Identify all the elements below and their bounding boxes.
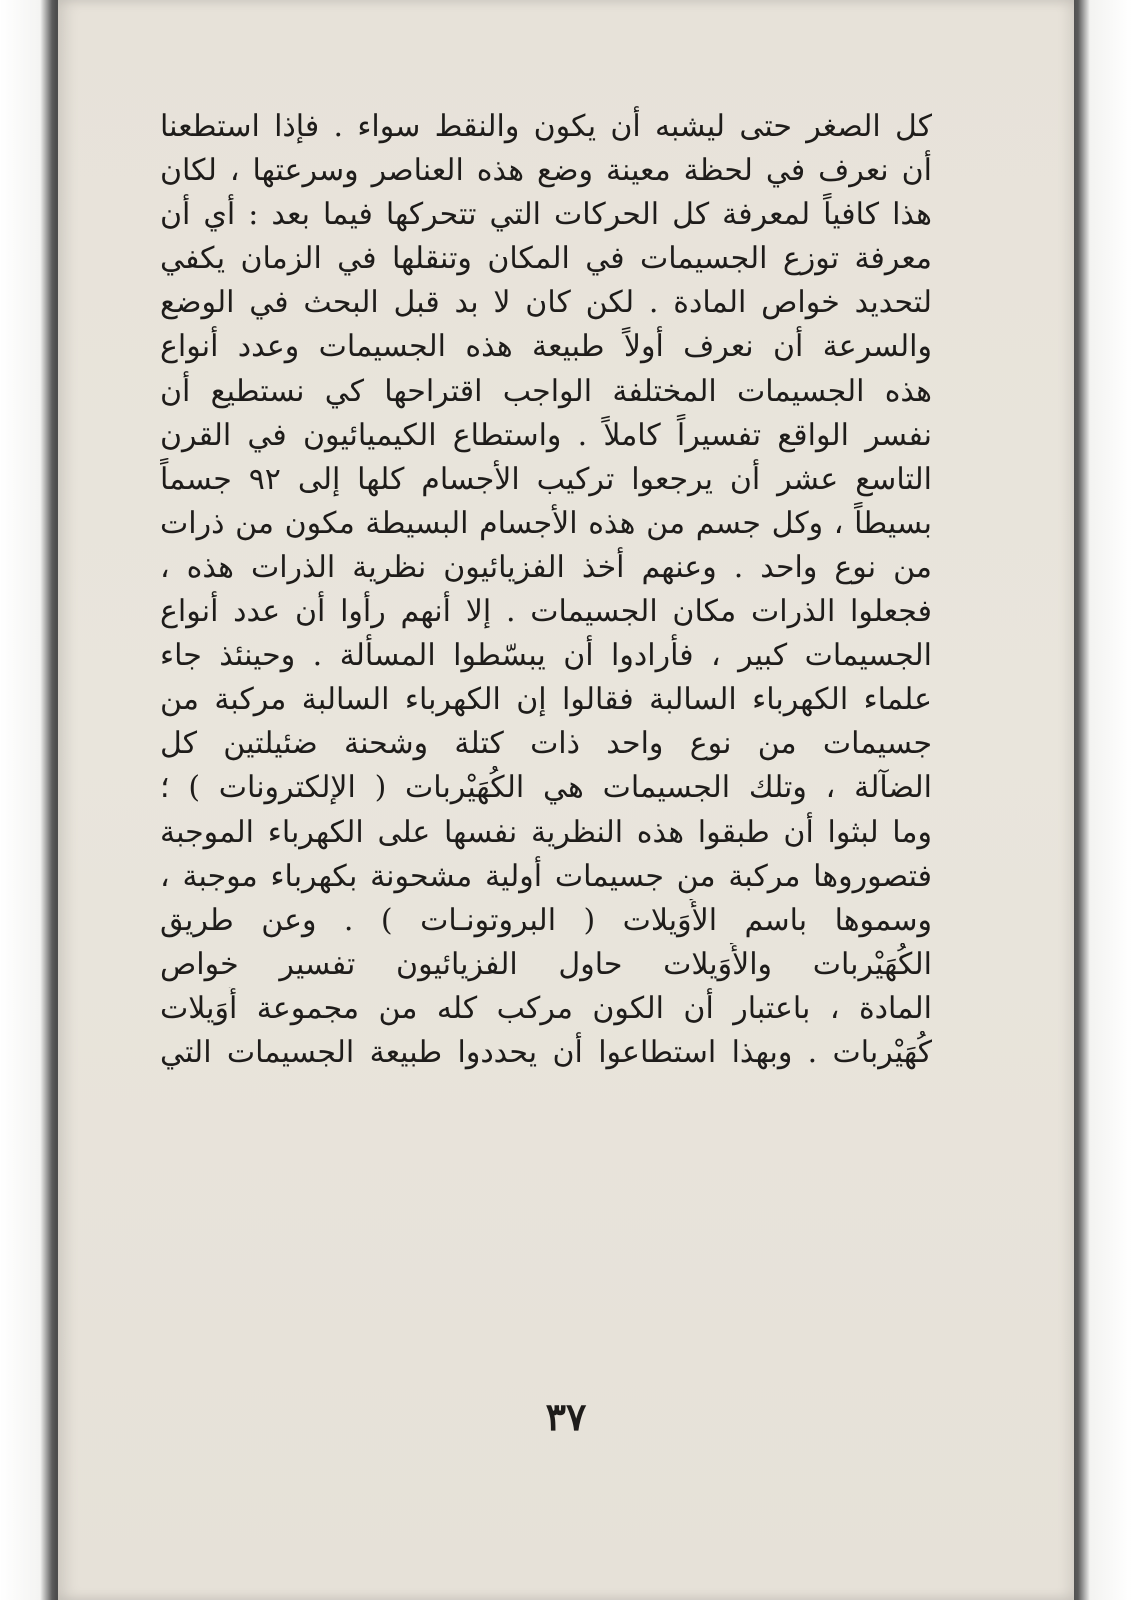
text-line-14: علماء الكهرباء السالبة فقالوا إن الكهرباء السالبة مركبة من <box>160 682 932 718</box>
page-number: ٣٧ <box>545 1394 587 1439</box>
text-line-1: كل الصغر حتى ليشبه أن يكون والنقط سواء . فإذا استطعنا <box>160 109 932 144</box>
text-line-19: وسموها باسم الأُوَيلات ( البروتونـات ) . وعن طريق <box>160 902 932 938</box>
text-line-12: فجعلوا الذرات مكان الجسيمات . إلا أنهم رأوا أن عدد أنواع <box>160 594 932 630</box>
text-line-6: والسرعة أن نعرف أولاً طبيعة هذه الجسيمات وعدد أنواع <box>160 329 932 365</box>
text-line-13: الجسيمات كبير ، فأرادوا أن يبسّطوا المسألة . وحينئذ جاء <box>160 638 932 674</box>
text-line-18: فتصوروها مركبة من جسيمات أولية مشحونة بكهرباء موجبة ، <box>160 858 932 894</box>
text-line-7: هذه الجسيمات المختلفة الواجب اقتراحها كي نستطيع أن <box>160 373 932 409</box>
text-line-15: جسيمات من نوع واحد ذات كتلة وشحنة ضئيلتين كل <box>160 726 932 762</box>
text-line-8: نفسر الواقع تفسيراً كاملاً . واستطاع الكيميائيون في القرن <box>160 417 932 453</box>
text-line-17: وما لبثوا أن طبقوا هذه النظرية نفسها على الكهرباء الموجبة <box>160 814 932 850</box>
text-line-3: هذا كافياً لمعرفة كل الحركات التي تتحركها فيما بعد : أي أن <box>160 197 932 233</box>
body-text <box>160 105 932 1075</box>
text-line-11: من نوع واحد . وعنهم أخذ الفزيائيون نظرية الذرات هذه ، <box>160 549 932 585</box>
text-line-20: الكُهَيْربات والأُوَيلات حاول الفزيائيون تفسير خواص <box>160 946 932 982</box>
text-line-22: كُهَيْربات . وبهذا استطاعوا أن يحددوا طبيعة الجسيمات التي <box>160 1034 932 1070</box>
text-line-9: التاسع عشر أن يرجعوا تركيب الأجسام كلها إلى ٩٢ جسماً <box>160 461 932 497</box>
text-line-2: أن نعرف في لحظة معينة وضع هذه العناصر وسرعتها ، لكان <box>160 153 932 189</box>
text-line-21: المادة ، باعتبار أن الكون مركب كله من مجموعة أُوَيلات <box>160 990 932 1026</box>
text-line-10: بسيطاً ، وكل جسم من هذه الأجسام البسيطة مكون من ذرات <box>160 505 932 541</box>
text-line-4: معرفة توزع الجسيمات في المكان وتنقلها في الزمان يكفي <box>160 241 932 277</box>
text-line-5: لتحديد خواص المادة . لكن كان لا بد قبل البحث في الوضع <box>160 285 932 321</box>
text-line-16: الضآلة ، وتلك الجسيمات هي الكُهَيْربات ( الإلكترونات ) ؛ <box>160 770 932 806</box>
